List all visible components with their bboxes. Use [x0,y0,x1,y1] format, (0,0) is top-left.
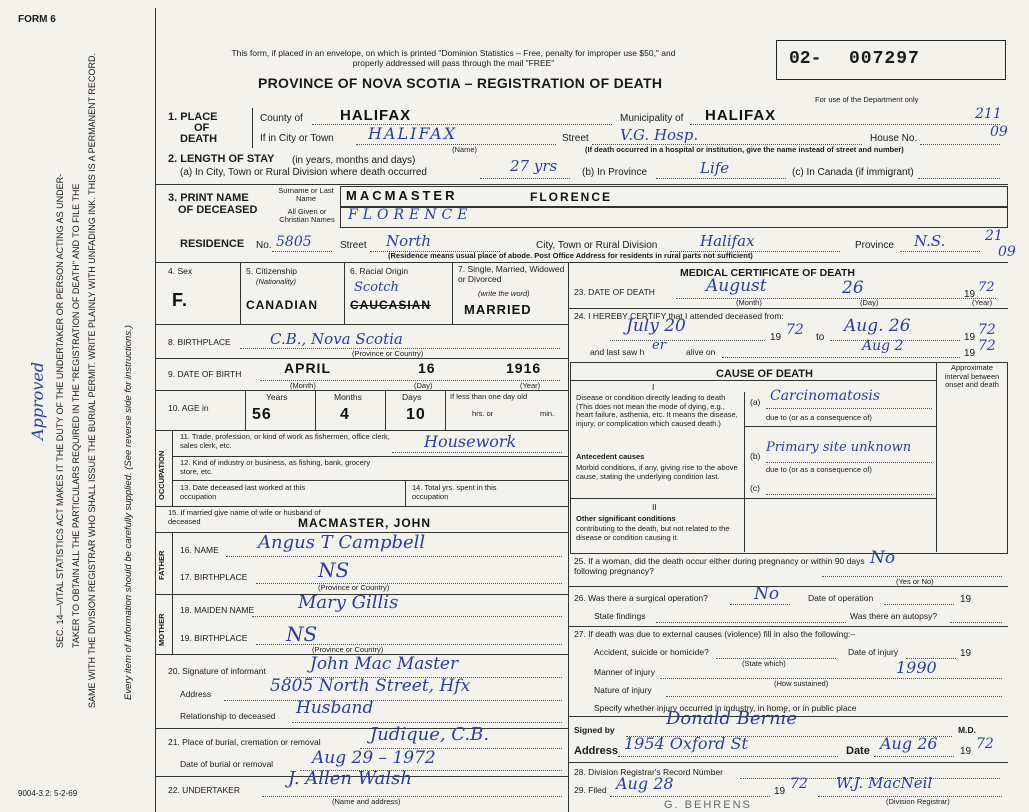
residence-street-label: Street [340,240,367,251]
stay-city-value: 27 yrs [510,157,558,175]
alive-year-prefix: 19 [964,348,976,359]
dob-year-value: 1916 [506,360,542,376]
residence-province-value: N.S. [914,232,946,250]
citizenship-label: 5. Citizenship [246,266,298,276]
cause-a-label: (a) [750,397,761,407]
residence-province-label: Province [855,240,894,251]
manner-label: Manner of injury [594,667,655,677]
burial-date-value: Aug 29 – 1972 [312,748,436,768]
signature-date-value: Aug 26 [880,734,938,753]
days-label: Days [402,392,422,402]
hrs-label: hrs. or [472,409,494,418]
father-birthplace-label: 17. BIRTHPLACE [180,572,248,582]
side-text-2: TAKER TO OBTAIN ALL THE PARTICULARS REQUIRED IN THE "REGISTRATION OF DEATH" AND TO FILE THE [71,183,81,648]
attended-to-label: to [816,332,825,343]
sex-label: 4. Sex [168,266,193,276]
dob-label: 9. DATE OF BIRTH [168,369,242,379]
length-label: 2. LENGTH OF STAY [168,153,275,165]
attended-to-value: Aug. 26 [844,316,911,336]
approx-interval-label: Approximate interval between onset and death [944,363,1000,390]
date-operation-label: Date of operation [808,593,874,603]
footer-code: 9004-3.2: 5-2-69 [18,789,78,798]
attended-from-value: July 20 [626,316,686,336]
cause-title: CAUSE OF DEATH [716,368,813,380]
record-number-label: 28. Division Registrar's Record Number [574,767,724,777]
county-label: County of [260,113,303,124]
side-text-3: SAME WITH THE DIVISION REGISTRAR WHO SHALL ISSUE THE BURIAL PERMIT. WRITE PLAINLY WITH UNFADING INK. THIS IS A PERMANENT RECORD. [87,53,97,708]
city-value: HALIFAX [368,124,458,143]
part-one-label: I [652,382,655,392]
mother-birthplace-label: 19. BIRTHPLACE [180,633,248,643]
spouse-label: 15. If married give name of wife or husband of deceased [168,508,321,526]
alive-year-value: 72 [978,338,996,354]
last-saw-label: and last saw h [590,347,645,357]
mother-birthplace-hint: (Province or Country) [312,645,384,654]
hospital-note: (If death occurred in a hospital or institution, give the name instead of street and number) [585,145,904,154]
burial-date-label: Date of burial or removal [180,759,274,769]
signature-year-prefix: 19 [960,746,972,757]
age-label: 10. AGE in [168,403,209,413]
of-label: OF [194,122,210,134]
death-year-value: 72 [978,280,995,295]
stay-province-value: Life [700,159,730,177]
informant-value: John Mac Master [310,654,459,674]
form-number: FORM 6 [18,14,56,25]
mother-birthplace-value: NS [286,622,318,646]
racial-handwritten: Scotch [354,280,399,295]
filed-label: 29. Filed [574,785,607,795]
antecedent-label: Antecedent causes [576,452,645,461]
length-hint: (in years, months and days) [292,155,416,166]
citizenship-value: CANADIAN [246,298,318,312]
death-month-hint: (Month) [736,298,762,307]
residence-note: (Residence means usual place of abode. Post Office Address for residents in rural parts not sufficient) [388,251,753,260]
attended-to-year: 72 [978,322,996,338]
sex-value: F. [172,290,189,310]
death-year-prefix: 19 [964,289,976,300]
length-c-label: (c) In Canada (if immigrant) [792,167,914,178]
surname-value: MACMASTER [346,188,458,203]
age-days-value: 10 [406,406,426,423]
father-birthplace-value: NS [318,558,350,582]
date-injury-label: Date of injury [848,647,899,657]
dob-day-hint: (Day) [414,381,433,390]
cause-c-label: (c) [750,483,760,493]
attended-from-year-prefix: 19 [770,332,782,343]
of-deceased-label: OF DECEASED [178,204,258,216]
min-label: min. [540,409,555,418]
burial-label: 21. Place of burial, cremation or removal [168,737,321,747]
city-name-hint: (Name) [452,145,478,154]
accident-label: Accident, suicide or homicide? [594,647,709,657]
father-label: FATHER [157,550,166,580]
house-label: House No. [870,133,918,144]
cause-b-label: (b) [750,451,761,461]
filed-date-value: Aug 28 [616,774,674,793]
years-label: Years [266,392,288,402]
certify-label: 24. I HEREBY CERTIFY that I attended deceased from: [574,311,784,321]
signature-address-label: Address [574,745,619,757]
pregnancy-label: 25. If a woman, did the death occur either during pregnancy or within 90 days following pregnancy? [574,556,865,577]
other-conditions-label: Other significant conditions [576,514,676,523]
informant-address-label: Address [180,689,212,699]
less-day-label: If less than one day old [450,392,528,401]
length-b-label: (b) In Province [582,167,648,178]
surname-label: Surname or Last Name [278,186,334,204]
months-label: Months [334,392,362,402]
residence-street-value: North [386,232,432,250]
due-to-1: due to (or as a consequence of) [766,413,872,422]
disease-label: Disease or condition directly leading to death (This does not mean the mode of dying, e.g., heart failure, asthenia, etc. It means the disease, injury, or complication which caused death.) [576,393,738,428]
age-years-value: 56 [252,406,272,423]
state-which-hint: (State which) [742,659,786,668]
nationality-hint: (Nationality) [256,277,297,286]
burial-value: Judique, C.B. [370,724,490,745]
operation-year-prefix: 19 [960,594,972,605]
alive-on-value: Aug 2 [862,338,904,354]
part-two-label: II [652,502,657,512]
age-months-value: 4 [340,406,350,423]
father-name-label: 16. NAME [180,545,219,555]
surgery-label: 26. Was there a surgical operation? [574,593,708,603]
street-label: Street [562,133,589,144]
total-years-label: 14. Total yrs. spent in this occupation [412,483,497,501]
how-sustained-hint: (How sustained) [774,679,829,688]
death-day-value: 26 [842,278,864,298]
signed-by-value: Donald Bernie [666,708,798,729]
trade-label: 11. Trade, profession, or kind of work as fishermen, office clerk, sales clerk, etc. [180,432,390,450]
surgery-value: No [754,584,780,604]
filed-year-prefix: 19 [774,786,786,797]
street-value: V.G. Hosp. [620,126,699,144]
informant-label: 20. Signature of informant [168,666,266,676]
death-year-hint: (Year) [972,298,993,307]
date-of-death-label: 23. DATE OF DEATH [574,287,655,297]
specify-label: Specify whether injury occurred in industry, in home, or in public place [594,703,857,713]
marital-value: MARRIED [464,302,532,317]
informant-address-value: 5805 North Street, Hfx [270,676,471,696]
autopsy-label: Was there an autopsy? [850,611,938,621]
father-birthplace-hint: (Province or Country) [318,583,390,592]
md-label: M.D. [958,725,976,735]
nature-label: Nature of injury [594,685,652,695]
registration-prefix: 02- [789,49,822,69]
death-label: DEATH [180,133,218,145]
residence-no-value: 5805 [276,234,312,250]
registration-number: 007297 [849,49,920,69]
write-word-hint: (write the word) [478,289,530,298]
given-boxes-value: FLORENCE [348,207,473,223]
signature-address-value: 1954 Oxford St [624,734,748,753]
mother-label: MOTHER [157,613,166,646]
racial-label: 6. Racial Origin [350,266,409,276]
registrar-signature: W.J. MacNeil [836,774,933,792]
place-label: 1. PLACE [168,111,218,123]
dob-year-hint: (Year) [520,381,541,390]
attended-from-year: 72 [786,322,804,338]
pregnancy-value: No [870,548,896,568]
residence-label: RESIDENCE [180,238,245,250]
findings-label: State findings [594,611,646,621]
undertaker-label: 22. UNDERTAKER [168,785,240,795]
relationship-value: Husband [296,698,374,718]
antecedent-desc: Morbid conditions, if any, giving rise to the above cause, stating the underlying condition last. [576,463,738,481]
attended-to-year-prefix: 19 [964,332,976,343]
due-to-2: due to (or as a consequence of) [766,465,872,474]
residence-no-label: No. [256,240,272,251]
dept-code-1: 211 [975,106,1002,122]
industry-label: 12. Kind of industry or business, as fishing, bank, grocery store, etc. [180,458,371,476]
father-name-value: Angus T Campbell [258,532,426,553]
death-month-value: August [706,276,767,296]
undertaker-hint: (Name and address) [332,797,401,806]
municipality-value: HALIFAX [705,107,777,124]
side-text-4: Every item of information should be carefully supplied. (See reverse side for instructions.) [123,325,134,700]
registration-number-box [776,40,1006,80]
dob-month-hint: (Month) [290,381,316,390]
department-use-label: For use of the Department only [815,95,919,104]
death-day-hint: (Day) [860,298,879,307]
alive-on-label: alive on [686,347,716,357]
relationship-label: Relationship to deceased [180,711,276,721]
yes-no-hint: (Yes or No) [896,577,934,586]
print-name-label: 3. PRINT NAME [168,192,249,204]
length-a-label: (a) In City, Town or Rural Division where death occurred [180,167,427,178]
residence-city-label: City, Town or Rural Division [536,240,658,251]
birthplace-label: 8. BIRTHPLACE [168,337,231,347]
medical-certificate-title: MEDICAL CERTIFICATE OF DEATH [680,267,855,279]
filed-year-value: 72 [790,776,808,792]
side-text-1: SEC. 14—VITAL STATISTICS ACT MAKES IT THE DUTY OF THE UNDERTAKER OR PERSON ACTING AS UNDER- [55,173,65,648]
occupation-label: OCCUPATION [157,450,166,500]
spouse-value: MACMASTER, JOHN [298,516,432,530]
dept-code-2: 09 [990,124,1008,140]
division-registrar-hint: (Division Registrar) [886,797,950,806]
dept-code-4: 09 [998,244,1016,260]
manner-value: 1990 [896,658,937,677]
city-label: If in City or Town [260,133,334,144]
signature-year-value: 72 [976,736,994,752]
marital-label: 7. Single, Married, Widowed or Divorced [458,264,565,284]
birthplace-value: C.B., Nova Scotia [270,330,403,348]
signature-date-label: Date [846,745,870,757]
signed-by-label: Signed by [574,725,615,735]
injury-year-prefix: 19 [960,648,972,659]
side-handwriting: Approved [28,361,47,440]
last-saw-value: er [652,338,666,353]
county-value: HALIFAX [340,107,412,124]
mailing-instruction: This form, if placed in an envelope, on which is printed "Dominion Statistics – Free, penalty for improper use $50," and properly addressed will pass through the mail "FREE" [231,48,676,69]
birthplace-hint: (Province or Country) [352,349,424,358]
cause-a-value: Carcinomatosis [770,388,881,404]
given-first-value: FLORENCE [530,190,612,204]
trade-value: Housework [424,432,517,451]
cause-b-value: Primary site unknown [766,440,912,455]
registrar-stamp: G. BEHRENS [664,799,752,811]
residence-city-value: Halifax [700,232,755,250]
external-label: 27. If death was due to external causes (violence) fill in also the following:– [574,629,856,639]
given-label: All Given or Christian Names [279,207,335,225]
mother-name-value: Mary Gillis [298,592,399,613]
last-worked-label: 13. Date deceased last worked at this occupation [180,483,306,501]
dept-code-3: 21 [985,228,1003,244]
maiden-label: 18. MAIDEN NAME [180,605,255,615]
other-conditions-desc: contributing to the death, but not related to the disease or condition causing it. [576,524,730,542]
dob-day-value: 16 [418,360,436,376]
racial-value: CAUCASIAN [350,298,431,312]
dob-month-value: APRIL [284,360,331,376]
undertaker-value: J. Allen Walsh [288,768,412,789]
form-title: PROVINCE OF NOVA SCOTIA – REGISTRATION OF DEATH [258,75,663,91]
municipality-label: Municipality of [620,113,684,124]
